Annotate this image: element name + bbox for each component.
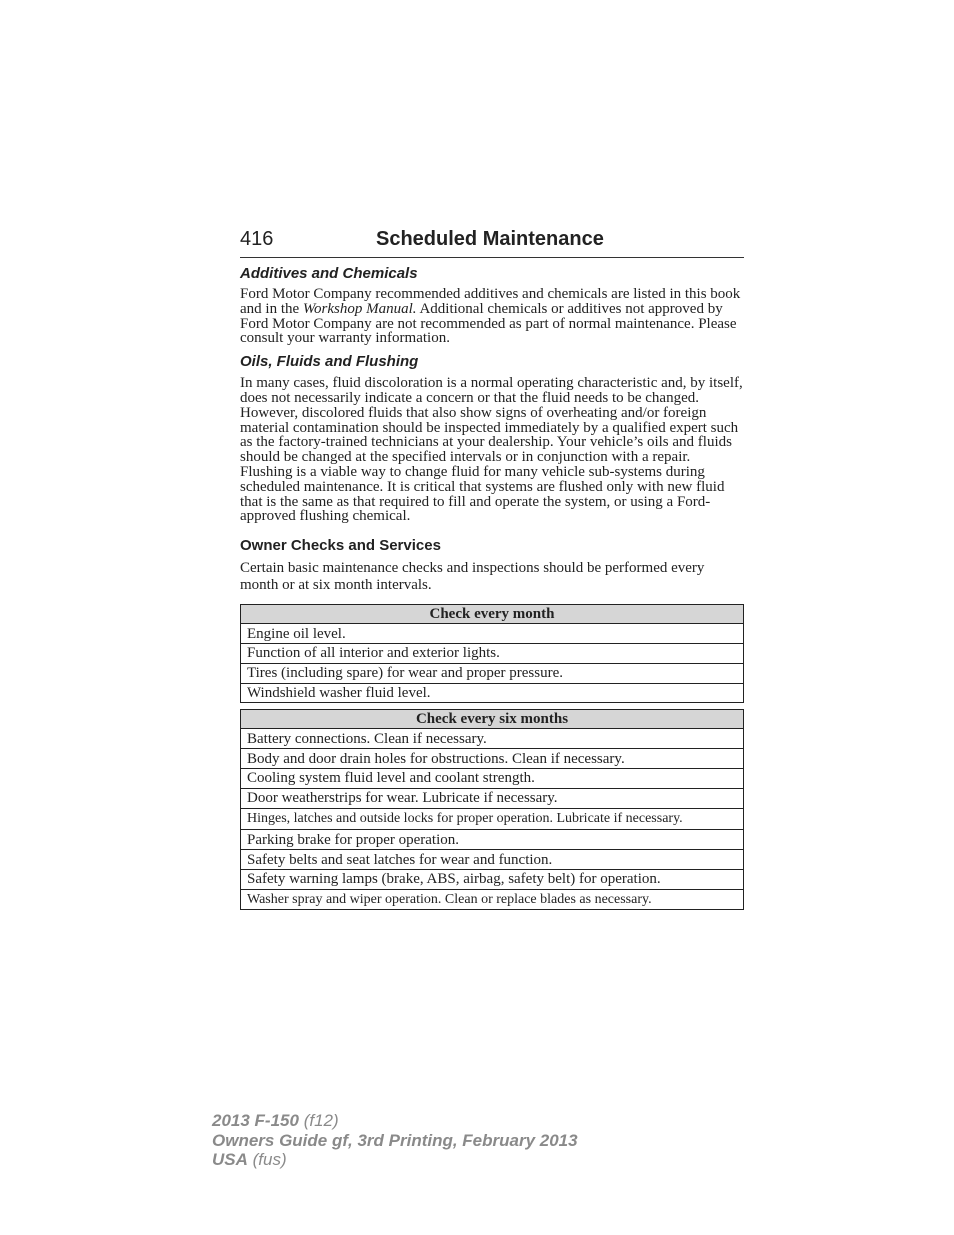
table-cell: Parking brake for proper operation. (241, 830, 744, 850)
table-row (241, 663, 744, 683)
table-cell: Function of all interior and exterior lights. (241, 643, 744, 663)
table-cell: Windshield washer fluid level. (241, 683, 744, 703)
footer-model-code: (f12) (303, 1111, 339, 1130)
table-cell: Body and door drain holes for obstructions. Clean if necessary. (241, 749, 744, 769)
table-cell: Safety belts and seat latches for wear and function. (241, 850, 744, 870)
table-row (241, 830, 744, 850)
additives-text-after: Additional chemicals or additives not approved by Ford Motor Company are not recommended as part of normal maintenance. Please consult your warranty information. (240, 300, 737, 347)
table-row (241, 889, 744, 909)
table-row (241, 624, 744, 644)
monthly-checks-table (240, 604, 744, 703)
additives-paragraph (240, 287, 744, 346)
oils-paragraph: In many cases, fluid discoloration is a normal operating characteristic and, by itself, does not necessarily indicate a concern or that the fluid needs to be changed. However, discolored fluids that also show signs of overheating and/or foreign material contamination should be inspected immediately by a qualified expert such as the factory-trained technicians at your dealership. Your vehicle’s oils and fluids should be changed at the specified intervals or in conjunction with a repair. Flushing is a viable way to change fluid for many vehicle sub-systems during scheduled maintenance. It is critical that systems are flushed only with new fluid that is the same as that required to fill and operate the system, or using a Ford-approved flushing chemical. (240, 375, 743, 525)
table-cell: Safety warning lamps (brake, ABS, airbag, safety belt) for operation. (241, 869, 744, 889)
page-header (240, 228, 744, 258)
footer-region-code: (fus) (252, 1150, 287, 1169)
table-cell: Battery connections. Clean if necessary. (241, 729, 744, 749)
table-row (241, 749, 744, 769)
workshop-manual-title: Workshop Manual. (302, 300, 417, 317)
owner-checks-paragraph: Certain basic maintenance checks and inspections should be performed every month or at six month intervals. (240, 560, 705, 594)
table-row (241, 768, 744, 788)
owner-checks-heading: Owner Checks and Services (240, 537, 441, 555)
section-title: Scheduled Maintenance (376, 228, 604, 250)
footer-model-line (212, 1111, 578, 1131)
footer-guide: Owners Guide gf, 3rd Printing, February 2013 (212, 1130, 578, 1150)
footer-guide-line (212, 1131, 578, 1151)
table-cell: Washer spray and wiper operation. Clean or replace blades as necessary. (241, 889, 744, 909)
table-row (241, 683, 744, 703)
table-cell: Hinges, latches and outside locks for proper operation. Lubricate if necessary. (241, 808, 744, 830)
table-cell: Door weatherstrips for wear. Lubricate if necessary. (241, 788, 744, 808)
additives-text-before: Ford Motor Company recommended additives and chemicals are listed in this book and in the (240, 286, 741, 317)
table-row (241, 869, 744, 889)
footer-region-line (212, 1150, 578, 1170)
table-cell: Tires (including spare) for wear and proper pressure. (241, 663, 744, 683)
additives-heading: Additives and Chemicals (240, 265, 418, 282)
six-month-checks-table (240, 709, 744, 909)
footer-region: USA (212, 1150, 248, 1169)
table-row (241, 643, 744, 663)
print-footer (212, 1111, 578, 1170)
table-row (241, 850, 744, 870)
oils-heading: Oils, Fluids and Flushing (240, 353, 419, 371)
table-cell: Cooling system fluid level and coolant strength. (241, 768, 744, 788)
page-content (240, 228, 744, 910)
table-row (241, 729, 744, 749)
page-number: 416 (240, 228, 274, 250)
table-header: Check every six months (241, 710, 744, 729)
table-header: Check every month (241, 605, 744, 624)
table-row (241, 788, 744, 808)
footer-model: 2013 F-150 (212, 1111, 299, 1130)
table-row (241, 808, 744, 830)
table-cell: Engine oil level. (241, 624, 744, 644)
